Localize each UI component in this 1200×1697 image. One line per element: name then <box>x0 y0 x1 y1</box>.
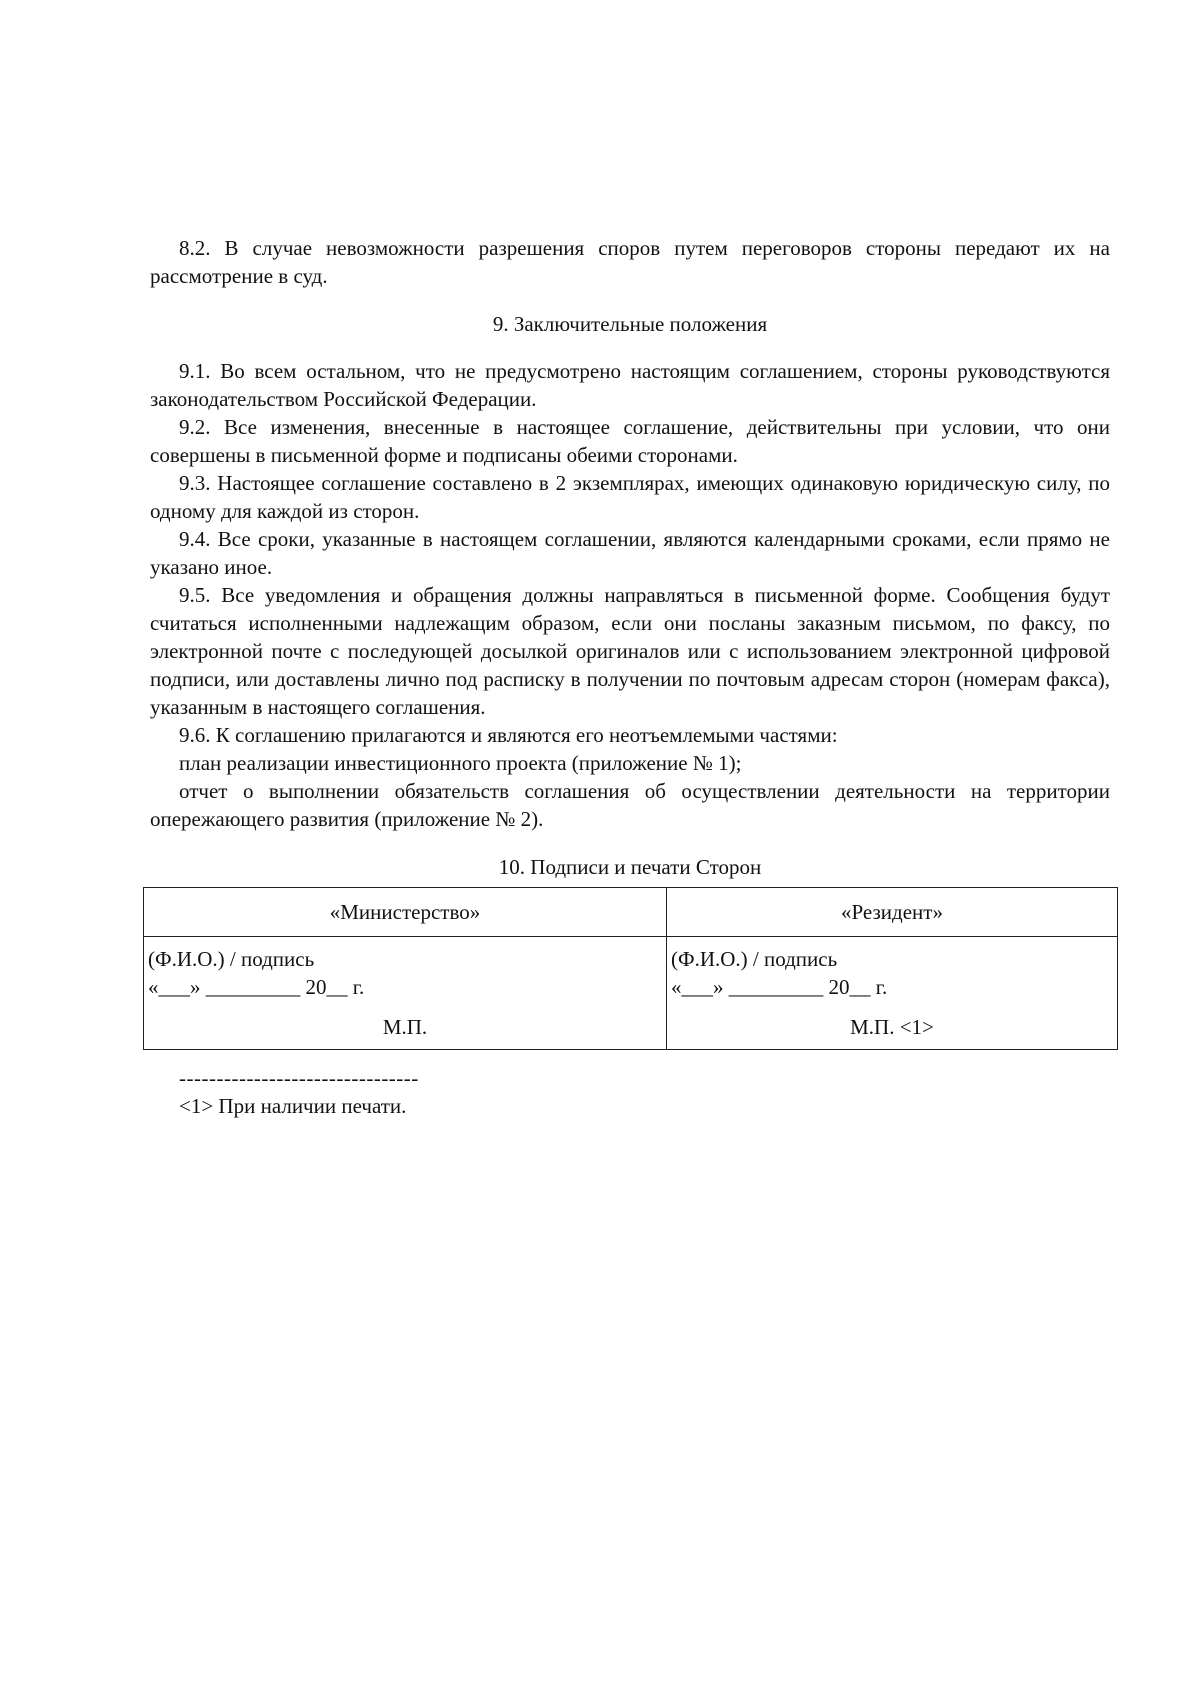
annex-item-1: план реализации инвестиционного проекта (приложение № 1); <box>179 751 742 775</box>
signature-table-body-row <box>144 937 1118 1050</box>
footnote-separator: -------------------------------- <box>179 1066 419 1090</box>
party-resident-header: «Резидент» <box>667 888 1118 937</box>
resident-date-line: «___» _________ 20__ г. <box>671 975 888 999</box>
paragraph-9-4: 9.4. Все сроки, указанные в настоящем соглашении, являются календарными сроками, если прямо не указано иное. <box>150 527 1110 579</box>
signature-table-header-row <box>144 888 1118 937</box>
ministry-signature-cell <box>144 937 667 1050</box>
ministry-seal-label: М.П. <box>382 1015 428 1039</box>
paragraph-8-2: 8.2. В случае невозможности разрешения споров путем переговоров стороны передают их на рассмотрение в суд. <box>150 236 1110 288</box>
document-page <box>150 234 1110 1120</box>
party-ministry-header: «Министерство» <box>144 888 667 937</box>
paragraph-9-6: 9.6. К соглашению прилагаются и являются его неотъемлемыми частями: <box>179 723 838 747</box>
annex-item-2: отчет о выполнении обязательств соглашения об осуществлении деятельности на территории опережающего развития (приложение № 2). <box>150 779 1110 831</box>
resident-seal-label: М.П. <1> <box>850 1015 934 1039</box>
resident-name-line: (Ф.И.О.) / подпись <box>671 947 838 971</box>
ministry-name-line: (Ф.И.О.) / подпись <box>148 947 315 971</box>
resident-signature-cell <box>667 937 1118 1050</box>
signature-table <box>143 887 1118 1050</box>
paragraph-9-3: 9.3. Настоящее соглашение составлено в 2 экземплярах, имеющих одинаковую юридическую силу, по одному для каждой из сторон. <box>150 471 1110 523</box>
paragraph-9-2: 9.2. Все изменения, внесенные в настоящее соглашение, действительны при условии, что они совершены в письменной форме и подписаны обеими сторонами. <box>150 415 1110 467</box>
paragraph-9-1: 9.1. Во всем остальном, что не предусмотрено настоящим соглашением, стороны руководствуются законодательством Российской Федерации. <box>150 359 1110 411</box>
footnote-text: <1> При наличии печати. <box>179 1094 407 1118</box>
section-heading-10: 10. Подписи и печати Сторон <box>498 855 762 879</box>
paragraph-9-5: 9.5. Все уведомления и обращения должны направляться в письменной форме. Сообщения будут считаться исполненными надлежащим образом, если они посланы заказным письмом, по факсу, по электронной почте с последующей досылкой оригиналов или с использованием электронной цифровой подписи, или доставлены лично под расписку в получении по почтовым адресам сторон (номерам факса), указанным в настоящего соглашения. <box>150 583 1110 719</box>
ministry-date-line: «___» _________ 20__ г. <box>148 975 365 999</box>
section-heading-9: 9. Заключительные положения <box>492 312 768 336</box>
